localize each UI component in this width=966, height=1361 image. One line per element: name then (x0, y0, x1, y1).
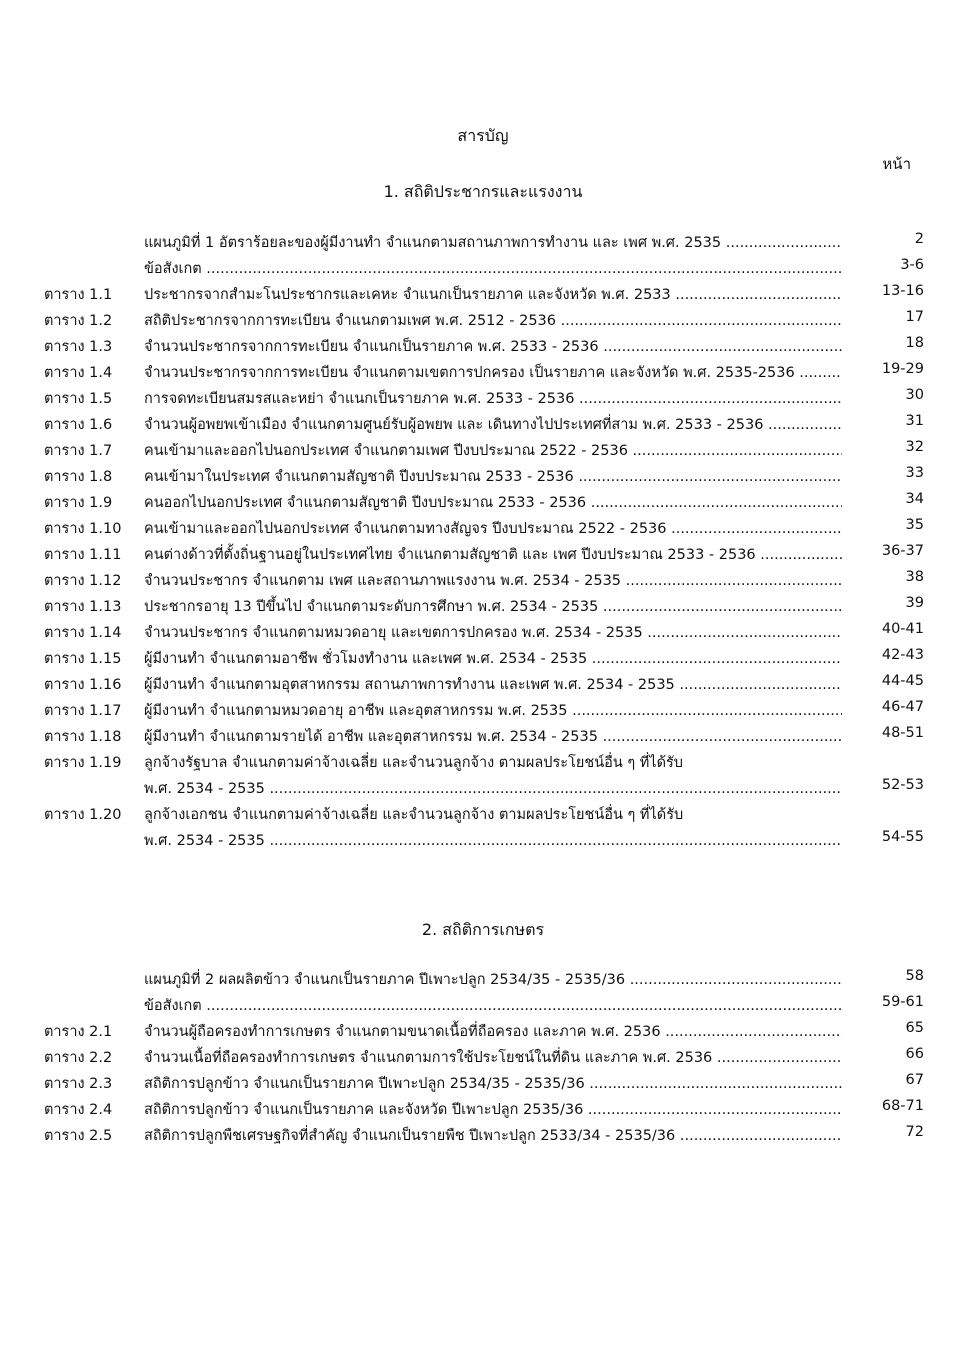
table-label: ตาราง 1.6 (44, 417, 113, 433)
toc-entry (44, 517, 924, 543)
entry-title: แผนภูมิที่ 1 อัตราร้อยละของผู้มีงานทำ จำแนกตามสถานภาพการทำงาน และ เพศ พ.ศ. 2535 ..... (144, 231, 842, 254)
page-number: 66 (905, 1046, 924, 1062)
page-number: 33 (905, 465, 924, 481)
page-number: 3-6 (900, 257, 924, 273)
entry-title: ประชากรจากสำมะโนประชากรและเคหะ จำแนกเป็นรายภาค และจังหวัด พ.ศ. 2533 ..... (144, 283, 842, 306)
page-number: 67 (905, 1072, 924, 1088)
entry-title: จำนวนผู้อพยพเข้าเมือง จำแนกตามศูนย์รับผู้อพยพ และ เดินทางไปประเทศที่สาม พ.ศ. 2533 - 2536 ..... (144, 413, 842, 436)
toc-entry (44, 491, 924, 517)
entry-title: ข้อสังเกต ..... (144, 257, 842, 280)
toc-entry (44, 335, 924, 361)
page-number: 48-51 (881, 725, 924, 741)
entry-title: ผู้มีงานทำ จำแนกตามอุตสาหกรรม สถานภาพการทำงาน และเพศ พ.ศ. 2534 - 2535 ..... (144, 673, 842, 696)
entry-title: จำนวนประชากร จำแนกตาม เพศ และสถานภาพแรงงาน พ.ศ. 2534 - 2535 ..... (144, 569, 842, 592)
table-label: ตาราง 1.13 (44, 599, 122, 615)
table-label: ตาราง 2.3 (44, 1076, 113, 1092)
toc-entry (44, 777, 924, 803)
page-number: 40-41 (881, 621, 924, 637)
toc-entry (44, 751, 924, 777)
entry-title: จำนวนประชากรจากการทะเบียน จำแนกเป็นรายภาค พ.ศ. 2533 - 2536 ..... (144, 335, 842, 358)
entry-title: คนเข้ามาและออกไปนอกประเทศ จำแนกตามเพศ ปีงบประมาณ 2522 - 2536 ..... (144, 439, 842, 462)
table-label: ตาราง 1.9 (44, 495, 113, 511)
table-label: ตาราง 1.20 (44, 807, 122, 823)
table-label: ตาราง 1.16 (44, 677, 122, 693)
page-number: 59-61 (881, 994, 924, 1010)
toc-entry (44, 413, 924, 439)
page-number: 30 (905, 387, 924, 403)
entry-title: ลูกจ้างรัฐบาล จำแนกตามค่าจ้างเฉลี่ย และจำนวนลูกจ้าง ตามผลประโยชน์อื่น ๆ ที่ได้รับ (144, 755, 684, 771)
table-label: ตาราง 2.4 (44, 1102, 113, 1118)
toc-entry (44, 543, 924, 569)
toc-entry (44, 283, 924, 309)
toc-entry (44, 1124, 924, 1150)
toc-entry (44, 803, 924, 829)
page-number: 68-71 (881, 1098, 924, 1114)
toc-entry (44, 361, 924, 387)
table-label: ตาราง 1.5 (44, 391, 113, 407)
table-label: ตาราง 1.17 (44, 703, 122, 719)
table-label: ตาราง 2.2 (44, 1050, 113, 1066)
toc-entry (44, 231, 924, 257)
toc-entry (44, 569, 924, 595)
toc-entry (44, 595, 924, 621)
section-heading: 1. สถิติประชากรและแรงงาน (383, 182, 583, 201)
page-number: 19-29 (881, 361, 924, 377)
toc-entry (44, 725, 924, 751)
page-number: 65 (905, 1020, 924, 1036)
toc-entry (44, 309, 924, 335)
page-number: 44-45 (881, 673, 924, 689)
toc-entry (44, 968, 924, 994)
page-number: 46-47 (881, 699, 924, 715)
page-number: 39 (905, 595, 924, 611)
table-label: ตาราง 1.3 (44, 339, 113, 355)
entry-title: พ.ศ. 2534 - 2535 ..... (144, 829, 842, 852)
page-number: 72 (905, 1124, 924, 1140)
entry-title: ลูกจ้างเอกชน จำแนกตามค่าจ้างเฉลี่ย และจำนวนลูกจ้าง ตามผลประโยชน์อื่น ๆ ที่ได้รับ (144, 807, 684, 823)
table-label: ตาราง 1.4 (44, 365, 113, 381)
page-number: 31 (905, 413, 924, 429)
toc-entry (44, 699, 924, 725)
page-number: 35 (905, 517, 924, 533)
table-label: ตาราง 1.18 (44, 729, 122, 745)
entry-title: ประชากรอายุ 13 ปีขึ้นไป จำแนกตามระดับการศึกษา พ.ศ. 2534 - 2535 ..... (144, 595, 842, 618)
page-number: 18 (905, 335, 924, 351)
toc-entry (44, 465, 924, 491)
toc-entry (44, 673, 924, 699)
entry-title: จำนวนเนื้อที่ถือครองทำการเกษตร จำแนกตามการใช้ประโยชน์ในที่ดิน และภาค พ.ศ. 2536 ..... (144, 1046, 842, 1069)
page-number: 58 (905, 968, 924, 984)
page-number: 13-16 (881, 283, 924, 299)
page-number: 17 (905, 309, 924, 325)
table-label: ตาราง 1.11 (44, 547, 122, 563)
toc-entry (44, 257, 924, 283)
table-label: ตาราง 1.19 (44, 755, 122, 771)
table-label: ตาราง 1.7 (44, 443, 113, 459)
page-title: สารบัญ (457, 126, 509, 145)
page-number: 36-37 (881, 543, 924, 559)
entry-title: สถิติการปลูกข้าว จำแนกเป็นรายภาค ปีเพาะปลูก 2534/35 - 2535/36 ..... (144, 1072, 842, 1095)
toc-entry (44, 994, 924, 1020)
toc-entry (44, 1098, 924, 1124)
entry-title: จำนวนประชากรจากการทะเบียน จำแนกตามเขตการปกครอง เป็นรายภาค และจังหวัด พ.ศ. 2535-2536 ..... (144, 361, 842, 384)
table-label: ตาราง 1.10 (44, 521, 122, 537)
entry-title: ข้อสังเกต ..... (144, 994, 842, 1017)
entry-title: การจดทะเบียนสมรสและหย่า จำแนกเป็นรายภาค พ.ศ. 2533 - 2536 ..... (144, 387, 842, 410)
table-label: ตาราง 1.2 (44, 313, 113, 329)
entry-title: คนออกไปนอกประเทศ จำแนกตามสัญชาติ ปีงบประมาณ 2533 - 2536 ..... (144, 491, 842, 514)
entry-title: ผู้มีงานทำ จำแนกตามอาชีพ ชั่วโมงทำงาน และเพศ พ.ศ. 2534 - 2535 ..... (144, 647, 842, 670)
entry-title: ผู้มีงานทำ จำแนกตามหมวดอายุ อาชีพ และอุตสาหกรรม พ.ศ. 2535 ..... (144, 699, 842, 722)
toc-entry (44, 647, 924, 673)
page-number: 2 (914, 231, 924, 247)
toc-entry (44, 1020, 924, 1046)
table-label: ตาราง 1.14 (44, 625, 122, 641)
section-heading: 2. สถิติการเกษตร (421, 920, 545, 939)
entry-title: คนเข้ามาในประเทศ จำแนกตามสัญชาติ ปีงบประมาณ 2533 - 2536 ..... (144, 465, 842, 488)
toc-entry (44, 829, 924, 855)
entry-title: จำนวนประชากร จำแนกตามหมวดอายุ และเขตการปกครอง พ.ศ. 2534 - 2535 ..... (144, 621, 842, 644)
page-number: 54-55 (881, 829, 924, 845)
entry-title: สถิติประชากรจากการทะเบียน จำแนกตามเพศ พ.ศ. 2512 - 2536 ..... (144, 309, 842, 332)
table-label: ตาราง 2.5 (44, 1128, 113, 1144)
table-label: ตาราง 1.1 (44, 287, 113, 303)
entry-title: ผู้มีงานทำ จำแนกตามรายได้ อาชีพ และอุตสาหกรรม พ.ศ. 2534 - 2535 ..... (144, 725, 842, 748)
page-number: 38 (905, 569, 924, 585)
toc-entry (44, 1072, 924, 1098)
page-number: 42-43 (881, 647, 924, 663)
entry-title: คนต่างด้าวที่ตั้งถิ่นฐานอยู่ในประเทศไทย จำแนกตามสัญชาติ และ เพศ ปีงบประมาณ 2533 - 2536 ..... (144, 543, 842, 566)
page-number: 32 (905, 439, 924, 455)
table-label: ตาราง 1.15 (44, 651, 122, 667)
toc-entry (44, 387, 924, 413)
entry-title: แผนภูมิที่ 2 ผลผลิตข้าว จำแนกเป็นรายภาค ปีเพาะปลูก 2534/35 - 2535/36 ..... (144, 968, 842, 991)
table-label: ตาราง 2.1 (44, 1024, 113, 1040)
entry-title: สถิติการปลูกข้าว จำแนกเป็นรายภาค และจังหวัด ปีเพาะปลูก 2535/36 ..... (144, 1098, 842, 1121)
entry-title: จำนวนผู้ถือครองทำการเกษตร จำแนกตามขนาดเนื้อที่ถือครอง และภาค พ.ศ. 2536 ..... (144, 1020, 842, 1043)
table-label: ตาราง 1.8 (44, 469, 113, 485)
toc-entry (44, 439, 924, 465)
page-column-heading: หน้า (882, 155, 911, 173)
toc-entry (44, 621, 924, 647)
page-number: 52-53 (881, 777, 924, 793)
page-number: 34 (905, 491, 924, 507)
entry-title: คนเข้ามาและออกไปนอกประเทศ จำแนกตามทางสัญจร ปีงบประมาณ 2522 - 2536 ..... (144, 517, 842, 540)
table-label: ตาราง 1.12 (44, 573, 122, 589)
toc-entry (44, 1046, 924, 1072)
entry-title: สถิติการปลูกพืชเศรษฐกิจที่สำคัญ จำแนกเป็นรายพืช ปีเพาะปลูก 2533/34 - 2535/36 ..... (144, 1124, 842, 1147)
entry-title: พ.ศ. 2534 - 2535 ..... (144, 777, 842, 800)
